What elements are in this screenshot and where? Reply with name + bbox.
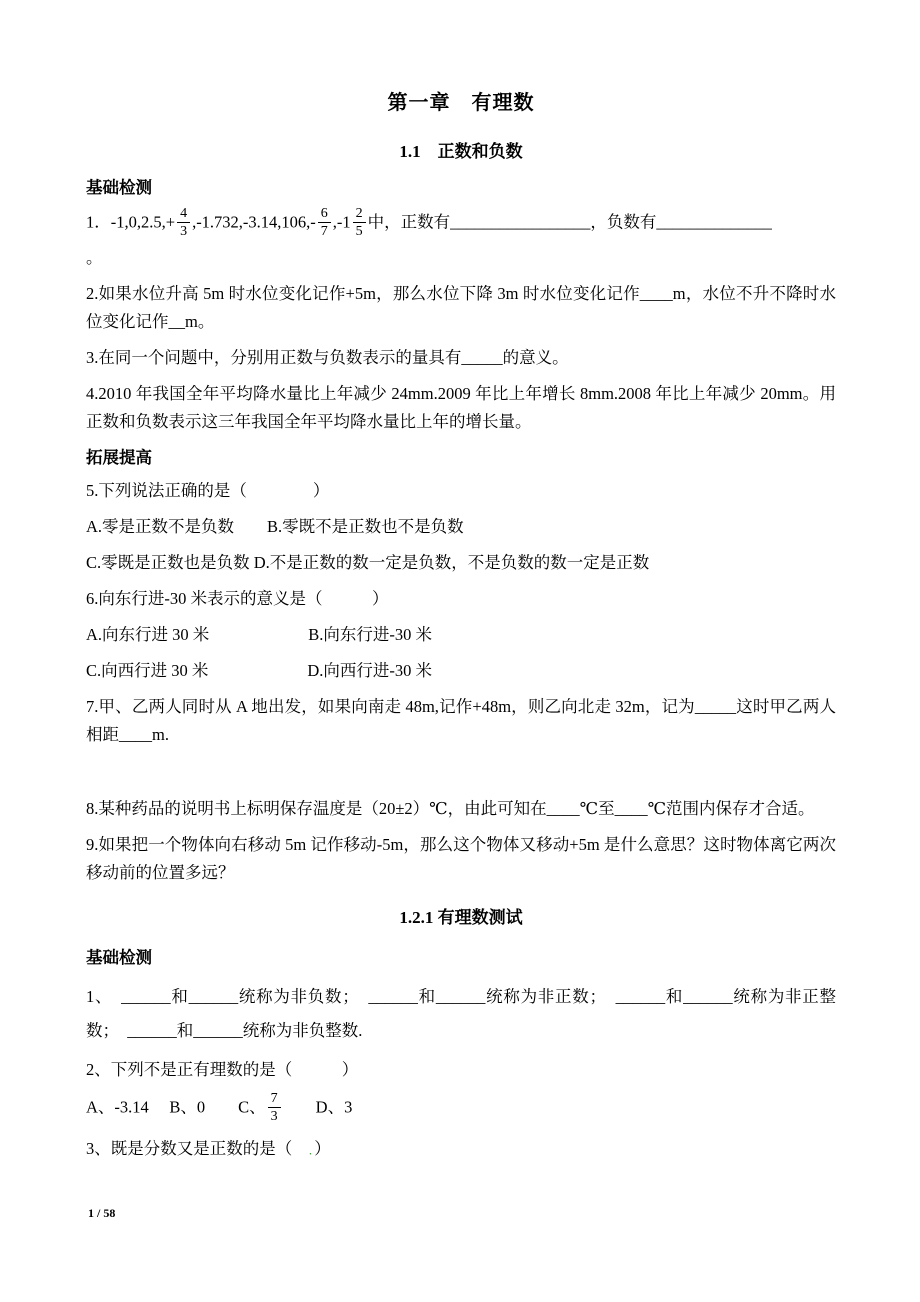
basic-test-header: 基础检测 <box>86 178 152 197</box>
fraction-2-over-5 <box>353 206 366 239</box>
s2-question-2-stem: 2、下列不是正有理数的是（ ） <box>86 1060 359 1080</box>
page-number: 1 / 58 <box>88 1206 116 1220</box>
fraction-numerator: 7 <box>268 1091 281 1108</box>
question-6-options-ab: A.向东行进 30 米 B.向东行进-30 米 <box>86 625 433 645</box>
q1-seg1: 1．-1,0,2.5,+ <box>86 212 176 232</box>
question-8: 8.某种药品的说明书上标明保存温度是（20±2）℃，由此可知在____℃至____℃范围内保存才合适。 <box>86 799 815 819</box>
chapter-title: 第一章 有理数 <box>387 92 535 114</box>
fraction-4-over-3 <box>177 206 190 239</box>
fraction-denominator: 7 <box>320 224 328 240</box>
question-6-stem: 6.向东行进-30 米表示的意义是（ ） <box>86 589 389 609</box>
fraction-numerator: 2 <box>353 206 366 223</box>
s2q2-options-post: D、3 <box>282 1097 353 1117</box>
question-1-period: 。 <box>86 248 103 268</box>
s2q2-options-pre: A、-3.14 B、0 C、 <box>86 1097 266 1117</box>
question-2: 2.如果水位升高 5m 时水位变化记作+5m，那么水位下降 3m 时水位变化记作____m，水位不升不降时水位变化记作__m。 <box>86 284 836 332</box>
question-9: 9.如果把一个物体向右移动 5m 记作移动-5m，那么这个物体又移动+5m 是什么意思？这时物体离它两次移动前的位置多远？ <box>86 835 836 883</box>
subsection-title: 1.2.1 有理数测试 <box>399 908 523 928</box>
s2q3-stem: 3、既是分数又是正数的是（ <box>86 1139 309 1159</box>
q1-seg4: 中，正数有_________________，负数有______________ <box>367 212 772 232</box>
q1-seg2: ,-1.732,-3.14,106,- <box>192 212 316 232</box>
section-title: 1.1 正数和负数 <box>399 142 523 161</box>
s2-question-3 <box>86 1135 836 1165</box>
fraction-7-over-3 <box>268 1091 281 1124</box>
question-3: 3.在同一个问题中，分别用正数与负数表示的量具有_____的意义。 <box>86 348 569 368</box>
fraction-numerator: 6 <box>318 206 331 223</box>
fraction-denominator: 3 <box>180 224 188 240</box>
basic-test-header-2: 基础检测 <box>86 948 152 968</box>
stray-dot-mark: ． <box>308 1145 315 1158</box>
fraction-numerator: 4 <box>177 206 190 223</box>
question-1 <box>86 207 836 240</box>
s2-question-2-options <box>86 1092 836 1125</box>
question-4: 4.2010 年我国全年平均降水量比上年减少 24mm.2009 年比上年增长 8mm.2008 年比上年减少 20mm。用正数和负数表示这三年我国全年平均降水量比上年的增长量。 <box>86 384 836 432</box>
question-7: 7.甲、乙两人同时从 A 地出发，如果向南走 48m,记作+48m，则乙向北走 32m，记为_____这时甲乙两人相距____m. <box>86 697 836 745</box>
q1-seg3: ,-1 <box>332 212 351 232</box>
s2q3-close-paren: ） <box>314 1139 331 1159</box>
question-5-options-ab: A.零是正数不是负数 B.零既不是正数也不是负数 <box>86 517 464 537</box>
fraction-6-over-7 <box>318 206 331 239</box>
fraction-denominator: 5 <box>355 224 363 240</box>
question-5-options-cd: C.零既是正数也是负数 D.不是正数的数一定是负数，不是负数的数一定是正数 <box>86 553 650 573</box>
question-6-options-cd: C.向西行进 30 米 D.向西行进-30 米 <box>86 661 433 681</box>
fraction-denominator: 3 <box>270 1109 278 1125</box>
advanced-header: 拓展提高 <box>86 448 152 468</box>
s2-question-1: 1、 ______和______统称为非负数； ______和______统称为非正数； ______和______统称为非正整数； ______和______统称为非负整数. <box>86 987 836 1041</box>
question-5-stem: 5.下列说法正确的是（ ） <box>86 481 330 501</box>
blank-line-spacer <box>86 757 836 795</box>
